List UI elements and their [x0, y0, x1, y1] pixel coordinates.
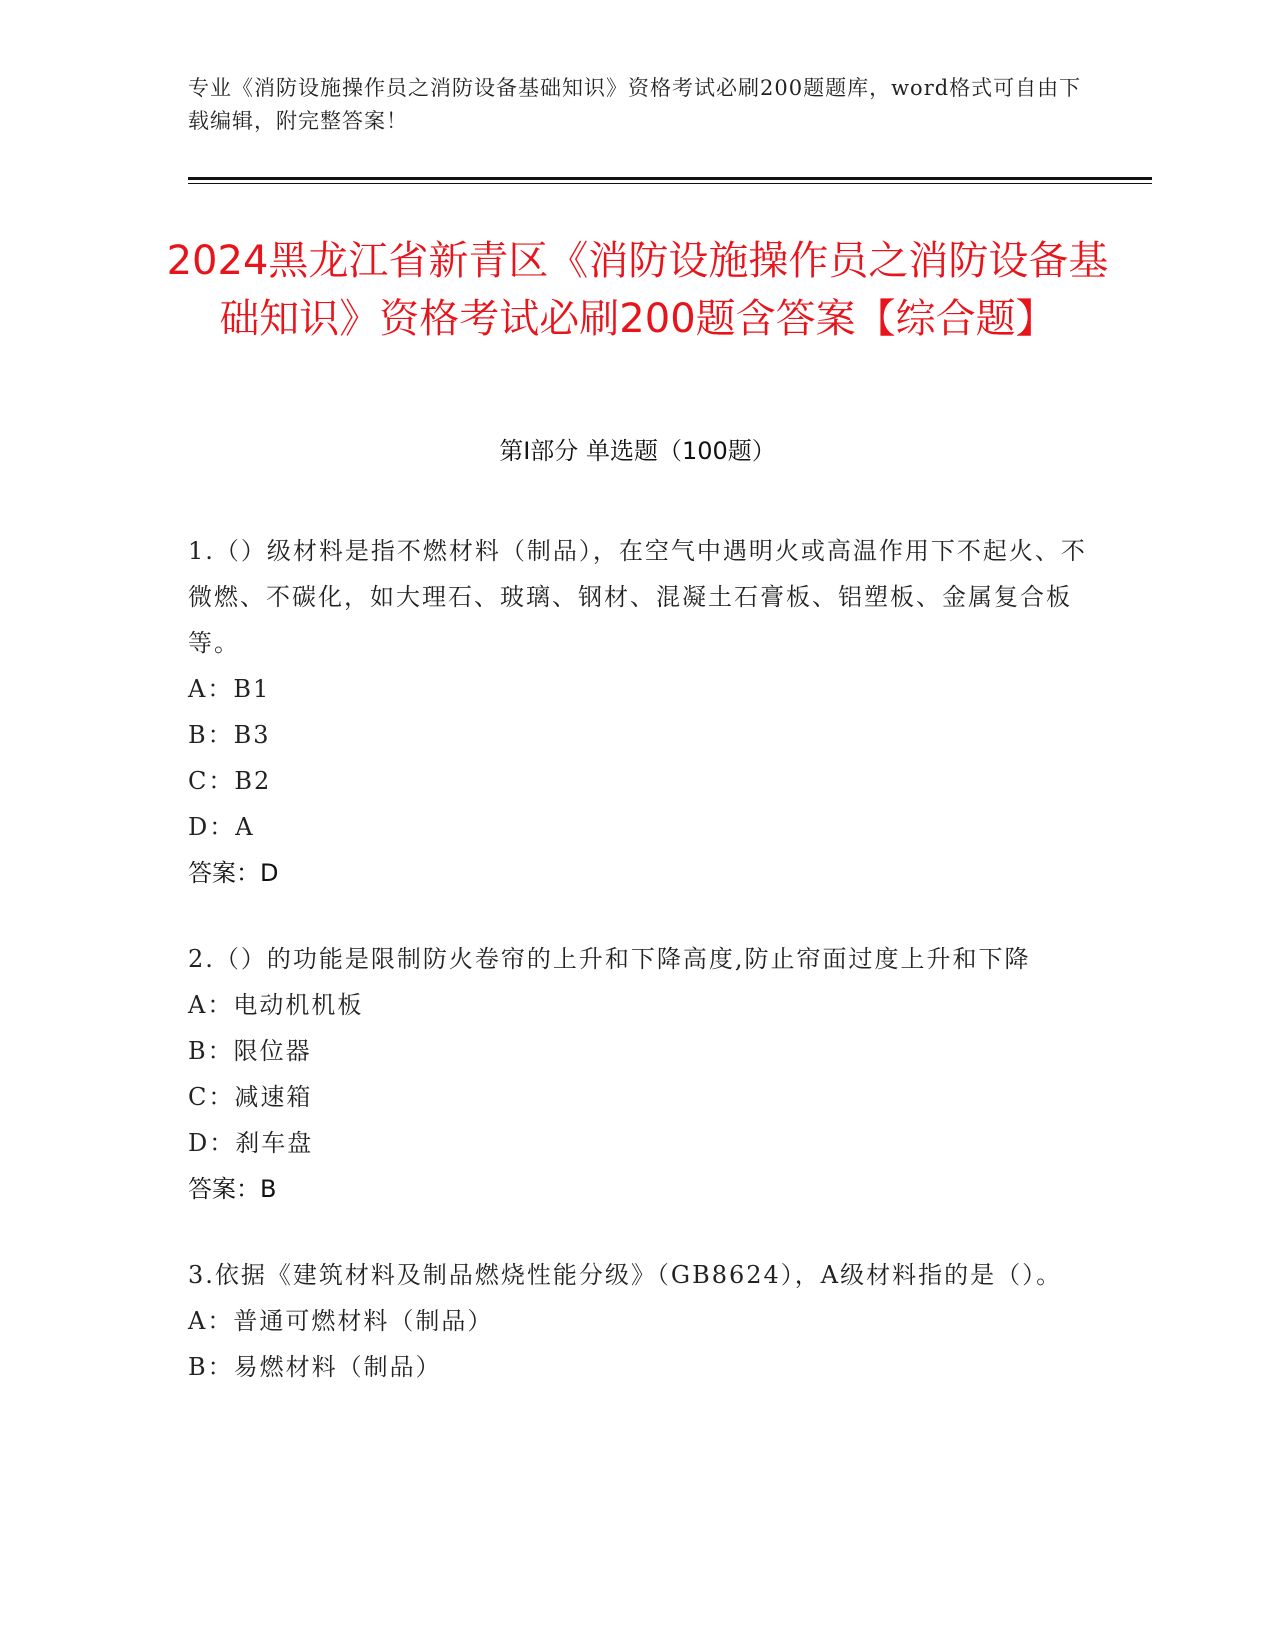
option-d: D：刹车盘 [188, 1129, 314, 1157]
header-divider-thick [188, 177, 1152, 180]
question-3 [188, 1252, 1088, 1390]
question-stem: 2.（）的功能是限制防火卷帘的上升和下降高度,防止帘面过度上升和下降 [188, 945, 1031, 973]
option-c: C：减速箱 [188, 1083, 313, 1111]
question-stem: 1.（）级材料是指不燃材料（制品），在空气中遇明火或高温作用下不起火、不微燃、不碳化，如大理石、玻璃、钢材、混凝土石膏板、铝塑板、金属复合板等。 [188, 537, 1087, 657]
section-heading: 第Ⅰ部分 单选题（100题） [499, 437, 776, 465]
question-1 [188, 528, 1088, 896]
answer: 答案：B [188, 1175, 277, 1203]
header-divider-thin [188, 183, 1152, 184]
answer: 答案：D [188, 859, 279, 887]
option-c: C：B2 [188, 767, 272, 795]
option-b: B：限位器 [188, 1037, 312, 1065]
question-stem: 3.依据《建筑材料及制品燃烧性能分级》（GB8624），A级材料指的是（）。 [188, 1261, 1063, 1289]
option-b: B：易燃材料（制品） [188, 1353, 442, 1381]
question-2 [188, 936, 1088, 1212]
option-b: B：B3 [188, 721, 271, 749]
document-title: 2024黑龙江省新青区《消防设施操作员之消防设备基础知识》资格考试必刷200题含答案【综合题】 [166, 238, 1109, 342]
option-a: A：电动机机板 [188, 991, 364, 1019]
option-d: D：A [188, 813, 255, 841]
option-a: A：普通可燃材料（制品） [188, 1307, 494, 1335]
option-a: A：B1 [188, 675, 271, 703]
header-note: 专业《消防设施操作员之消防设备基础知识》资格考试必刷200题题库，word格式可自由下载编辑，附完整答案！ [188, 76, 1082, 133]
question-list [188, 528, 1088, 1430]
